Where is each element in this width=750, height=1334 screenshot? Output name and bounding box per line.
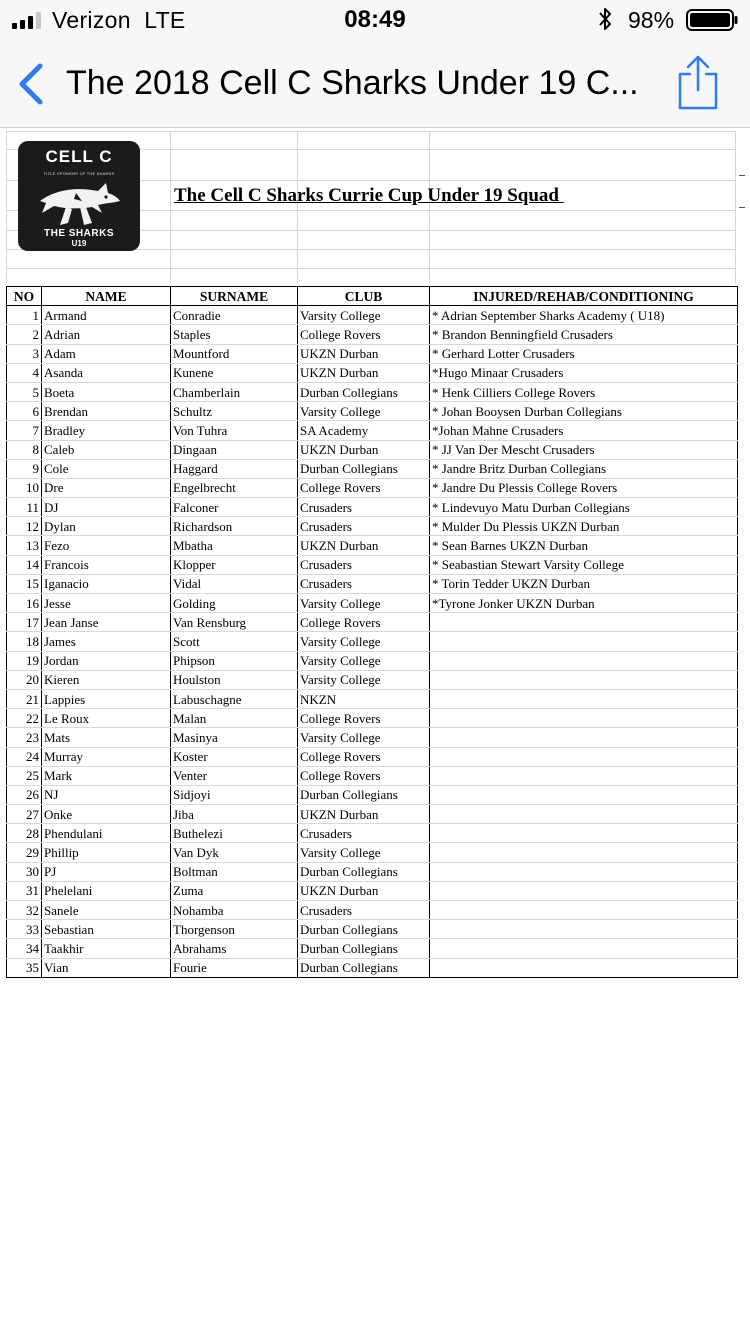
cell-name: Jean Janse <box>42 613 171 632</box>
cell-name: Asanda <box>42 363 171 382</box>
cell-name: Murray <box>42 747 171 766</box>
cell-name: Taakhir <box>42 939 171 958</box>
cell-no: 16 <box>7 594 42 613</box>
document-title: The 2018 Cell C Sharks Under 19 C... <box>66 64 639 102</box>
cell-name: Kieren <box>42 670 171 689</box>
cell-club: Durban Collegians <box>298 862 430 881</box>
cell-surname: Abrahams <box>171 939 298 958</box>
cell-club: Varsity College <box>298 843 430 862</box>
cell-no: 20 <box>7 670 42 689</box>
cell-injured <box>430 785 738 804</box>
cell-club: College Rovers <box>298 766 430 785</box>
cell-injured <box>430 862 738 881</box>
cell-name: James <box>42 632 171 651</box>
cell-surname: Klopper <box>171 555 298 574</box>
cell-surname: Jiba <box>171 805 298 824</box>
table-row <box>7 459 738 478</box>
table-row <box>7 363 738 382</box>
squad-table-body <box>7 306 738 978</box>
logo-tagline: TITLE SPONSOR OF THE SHARKS <box>43 171 115 176</box>
cell-injured <box>430 689 738 708</box>
cell-club: UKZN Durban <box>298 805 430 824</box>
table-row <box>7 670 738 689</box>
cell-injured: * Torin Tedder UKZN Durban <box>430 574 738 593</box>
cell-injured: * Johan Booysen Durban Collegians <box>430 402 738 421</box>
cell-club: Crusaders <box>298 901 430 920</box>
cell-name: Phillip <box>42 843 171 862</box>
cell-no: 13 <box>7 536 42 555</box>
chevron-left-icon <box>22 66 40 102</box>
cell-club: Durban Collegians <box>298 785 430 804</box>
cell-injured: * Sean Barnes UKZN Durban <box>430 536 738 555</box>
table-row <box>7 709 738 728</box>
table-row <box>7 843 738 862</box>
back-button[interactable] <box>14 60 48 108</box>
cell-injured: * Lindevuyo Matu Durban Collegians <box>430 498 738 517</box>
cell-no: 32 <box>7 901 42 920</box>
cell-club: College Rovers <box>298 325 430 344</box>
table-row <box>7 805 738 824</box>
table-row <box>7 728 738 747</box>
cell-no: 19 <box>7 651 42 670</box>
table-row <box>7 651 738 670</box>
cell-injured: * Henk Cilliers College Rovers <box>430 382 738 401</box>
cell-no: 7 <box>7 421 42 440</box>
cell-surname: Haggard <box>171 459 298 478</box>
cell-injured <box>430 632 738 651</box>
cell-name: Adam <box>42 344 171 363</box>
cell-club: Varsity College <box>298 728 430 747</box>
cell-injured: * Gerhard Lotter Crusaders <box>430 344 738 363</box>
cell-injured: *Hugo Minaar Crusaders <box>430 363 738 382</box>
table-row <box>7 382 738 401</box>
cell-club: College Rovers <box>298 478 430 497</box>
cell-no: 6 <box>7 402 42 421</box>
cell-injured: * Brandon Benningfield Crusaders <box>430 325 738 344</box>
table-row <box>7 555 738 574</box>
cell-club: UKZN Durban <box>298 440 430 459</box>
cell-surname: Nohamba <box>171 901 298 920</box>
cell-club: Varsity College <box>298 594 430 613</box>
cell-club: UKZN Durban <box>298 536 430 555</box>
cell-club: NKZN <box>298 689 430 708</box>
cell-name: Fezo <box>42 536 171 555</box>
navigation-bar <box>0 40 750 128</box>
cell-no: 28 <box>7 824 42 843</box>
table-row <box>7 939 738 958</box>
cell-injured <box>430 747 738 766</box>
cell-injured <box>430 824 738 843</box>
cell-injured <box>430 613 738 632</box>
cell-name: Jesse <box>42 594 171 613</box>
cell-injured: * Jandre Du Plessis College Rovers <box>430 478 738 497</box>
cell-name: Armand <box>42 306 171 325</box>
table-row <box>7 824 738 843</box>
cell-club: College Rovers <box>298 747 430 766</box>
cell-surname: Fourie <box>171 958 298 977</box>
cell-name: Sebastian <box>42 920 171 939</box>
cell-injured: * Jandre Britz Durban Collegians <box>430 459 738 478</box>
cell-surname: Sidjoyi <box>171 785 298 804</box>
cell-no: 3 <box>7 344 42 363</box>
cell-name: Francois <box>42 555 171 574</box>
cell-surname: Dingaan <box>171 440 298 459</box>
cell-surname: Houlston <box>171 670 298 689</box>
cell-name: Lappies <box>42 689 171 708</box>
cell-surname: Richardson <box>171 517 298 536</box>
share-button[interactable] <box>676 54 720 112</box>
cell-surname: Von Tuhra <box>171 421 298 440</box>
cell-name: Sanele <box>42 901 171 920</box>
cell-club: Crusaders <box>298 574 430 593</box>
cell-surname: Scott <box>171 632 298 651</box>
cell-club: Crusaders <box>298 824 430 843</box>
cell-club: Varsity College <box>298 306 430 325</box>
cell-no: 9 <box>7 459 42 478</box>
cell-club: UKZN Durban <box>298 881 430 900</box>
cell-name: Mats <box>42 728 171 747</box>
squad-title: The Cell C Sharks Currie Cup Under 19 Squad <box>174 185 564 206</box>
cell-surname: Zuma <box>171 881 298 900</box>
cell-no: 25 <box>7 766 42 785</box>
column-header-surname: SURNAME <box>171 287 298 306</box>
battery-percent: 98% <box>628 7 675 33</box>
cell-no: 34 <box>7 939 42 958</box>
battery-icon <box>686 9 738 31</box>
cell-club: Varsity College <box>298 651 430 670</box>
cell-club: SA Academy <box>298 421 430 440</box>
cell-surname: Masinya <box>171 728 298 747</box>
table-row <box>7 881 738 900</box>
cell-injured <box>430 920 738 939</box>
cell-injured: * Seabastian Stewart Varsity College <box>430 555 738 574</box>
cell-surname: Engelbrecht <box>171 478 298 497</box>
cell-surname: Falconer <box>171 498 298 517</box>
table-row <box>7 421 738 440</box>
cell-surname: Vidal <box>171 574 298 593</box>
table-row <box>7 901 738 920</box>
cell-surname: Mbatha <box>171 536 298 555</box>
edge-mark <box>739 207 745 208</box>
cell-club: UKZN Durban <box>298 363 430 382</box>
table-row <box>7 440 738 459</box>
table-row <box>7 478 738 497</box>
column-header-name: NAME <box>42 287 171 306</box>
cell-injured <box>430 728 738 747</box>
cell-injured <box>430 958 738 977</box>
cell-surname: Van Rensburg <box>171 613 298 632</box>
cell-no: 15 <box>7 574 42 593</box>
cell-club: Durban Collegians <box>298 459 430 478</box>
cell-name: Jordan <box>42 651 171 670</box>
cell-no: 29 <box>7 843 42 862</box>
cell-club: Durban Collegians <box>298 939 430 958</box>
cell-no: 10 <box>7 478 42 497</box>
table-row <box>7 785 738 804</box>
cell-name: Mark <box>42 766 171 785</box>
carrier-label: Verizon LTE <box>52 7 186 33</box>
table-row <box>7 958 738 977</box>
cell-club: Varsity College <box>298 670 430 689</box>
cell-name: Vian <box>42 958 171 977</box>
cell-name: Dylan <box>42 517 171 536</box>
cell-name: PJ <box>42 862 171 881</box>
cell-no: 21 <box>7 689 42 708</box>
cell-surname: Schultz <box>171 402 298 421</box>
cell-injured <box>430 805 738 824</box>
cell-name: Brendan <box>42 402 171 421</box>
table-row <box>7 594 738 613</box>
cell-name: DJ <box>42 498 171 517</box>
logo-team: THE SHARKS <box>43 228 114 239</box>
cell-club: Crusaders <box>298 498 430 517</box>
cell-injured <box>430 709 738 728</box>
cell-no: 22 <box>7 709 42 728</box>
cell-name: Caleb <box>42 440 171 459</box>
cell-surname: Chamberlain <box>171 382 298 401</box>
cell-club: Varsity College <box>298 632 430 651</box>
cell-surname: Van Dyk <box>171 843 298 862</box>
table-header-row <box>7 287 738 306</box>
cell-no: 1 <box>7 306 42 325</box>
cell-name: Phendulani <box>42 824 171 843</box>
column-header-injured: INJURED/REHAB/CONDITIONING <box>430 287 738 306</box>
status-time: 08:49 <box>344 6 406 33</box>
table-row <box>7 517 738 536</box>
edge-mark <box>739 175 745 176</box>
table-row <box>7 306 738 325</box>
cell-surname: Boltman <box>171 862 298 881</box>
cell-surname: Thorgenson <box>171 920 298 939</box>
cell-no: 17 <box>7 613 42 632</box>
cell-no: 12 <box>7 517 42 536</box>
share-icon <box>680 57 716 108</box>
column-header-club: CLUB <box>298 287 430 306</box>
logo-brand: CELL C <box>45 147 113 166</box>
cell-name: Phelelani <box>42 881 171 900</box>
cell-club: College Rovers <box>298 709 430 728</box>
shark-mascot-icon <box>36 179 122 229</box>
cell-injured <box>430 939 738 958</box>
cell-no: 4 <box>7 363 42 382</box>
table-row <box>7 920 738 939</box>
logo-age: U19 <box>71 239 87 248</box>
cell-no: 18 <box>7 632 42 651</box>
column-header-no: NO <box>7 287 42 306</box>
sharks-logo <box>18 141 140 251</box>
table-row <box>7 689 738 708</box>
cell-club: Durban Collegians <box>298 382 430 401</box>
cell-no: 33 <box>7 920 42 939</box>
table-row <box>7 498 738 517</box>
cell-no: 26 <box>7 785 42 804</box>
cell-no: 23 <box>7 728 42 747</box>
cell-name: Adrian <box>42 325 171 344</box>
cell-surname: Buthelezi <box>171 824 298 843</box>
table-row <box>7 536 738 555</box>
cell-surname: Staples <box>171 325 298 344</box>
cell-no: 24 <box>7 747 42 766</box>
table-row <box>7 766 738 785</box>
cell-injured: * Mulder Du Plessis UKZN Durban <box>430 517 738 536</box>
cell-name: Cole <box>42 459 171 478</box>
cell-injured: *Tyrone Jonker UKZN Durban <box>430 594 738 613</box>
cell-club: Crusaders <box>298 517 430 536</box>
cell-name: Dre <box>42 478 171 497</box>
cell-club: College Rovers <box>298 613 430 632</box>
cell-injured <box>430 670 738 689</box>
cell-no: 8 <box>7 440 42 459</box>
table-row <box>7 632 738 651</box>
cell-name: Onke <box>42 805 171 824</box>
table-row <box>7 325 738 344</box>
squad-table <box>6 286 738 978</box>
cell-surname: Labuschagne <box>171 689 298 708</box>
table-row <box>7 574 738 593</box>
cell-injured: *Johan Mahne Crusaders <box>430 421 738 440</box>
cell-surname: Phipson <box>171 651 298 670</box>
cell-club: Crusaders <box>298 555 430 574</box>
bluetooth-icon <box>597 7 613 31</box>
cell-name: Iganacio <box>42 574 171 593</box>
cell-club: Durban Collegians <box>298 920 430 939</box>
cell-injured <box>430 901 738 920</box>
cell-injured <box>430 843 738 862</box>
cell-surname: Golding <box>171 594 298 613</box>
table-row <box>7 747 738 766</box>
cell-no: 27 <box>7 805 42 824</box>
cell-injured: * JJ Van Der Mescht Crusaders <box>430 440 738 459</box>
status-bar <box>0 0 750 40</box>
cell-surname: Conradie <box>171 306 298 325</box>
table-row <box>7 862 738 881</box>
cell-club: UKZN Durban <box>298 344 430 363</box>
cell-surname: Mountford <box>171 344 298 363</box>
cell-no: 30 <box>7 862 42 881</box>
cell-no: 2 <box>7 325 42 344</box>
cell-surname: Venter <box>171 766 298 785</box>
cell-injured <box>430 766 738 785</box>
cell-injured <box>430 881 738 900</box>
cell-injured <box>430 651 738 670</box>
cell-no: 14 <box>7 555 42 574</box>
table-row <box>7 344 738 363</box>
document-viewer[interactable] <box>0 129 750 1334</box>
cell-no: 5 <box>7 382 42 401</box>
table-row <box>7 613 738 632</box>
cell-name: NJ <box>42 785 171 804</box>
table-row <box>7 402 738 421</box>
cell-no: 31 <box>7 881 42 900</box>
cell-name: Boeta <box>42 382 171 401</box>
cell-no: 11 <box>7 498 42 517</box>
cell-injured: * Adrian September Sharks Academy ( U18) <box>430 306 738 325</box>
cell-club: Varsity College <box>298 402 430 421</box>
cell-name: Bradley <box>42 421 171 440</box>
cell-club: Durban Collegians <box>298 958 430 977</box>
cell-surname: Malan <box>171 709 298 728</box>
cell-name: Le Roux <box>42 709 171 728</box>
cell-surname: Kunene <box>171 363 298 382</box>
cell-no: 35 <box>7 958 42 977</box>
cell-surname: Koster <box>171 747 298 766</box>
